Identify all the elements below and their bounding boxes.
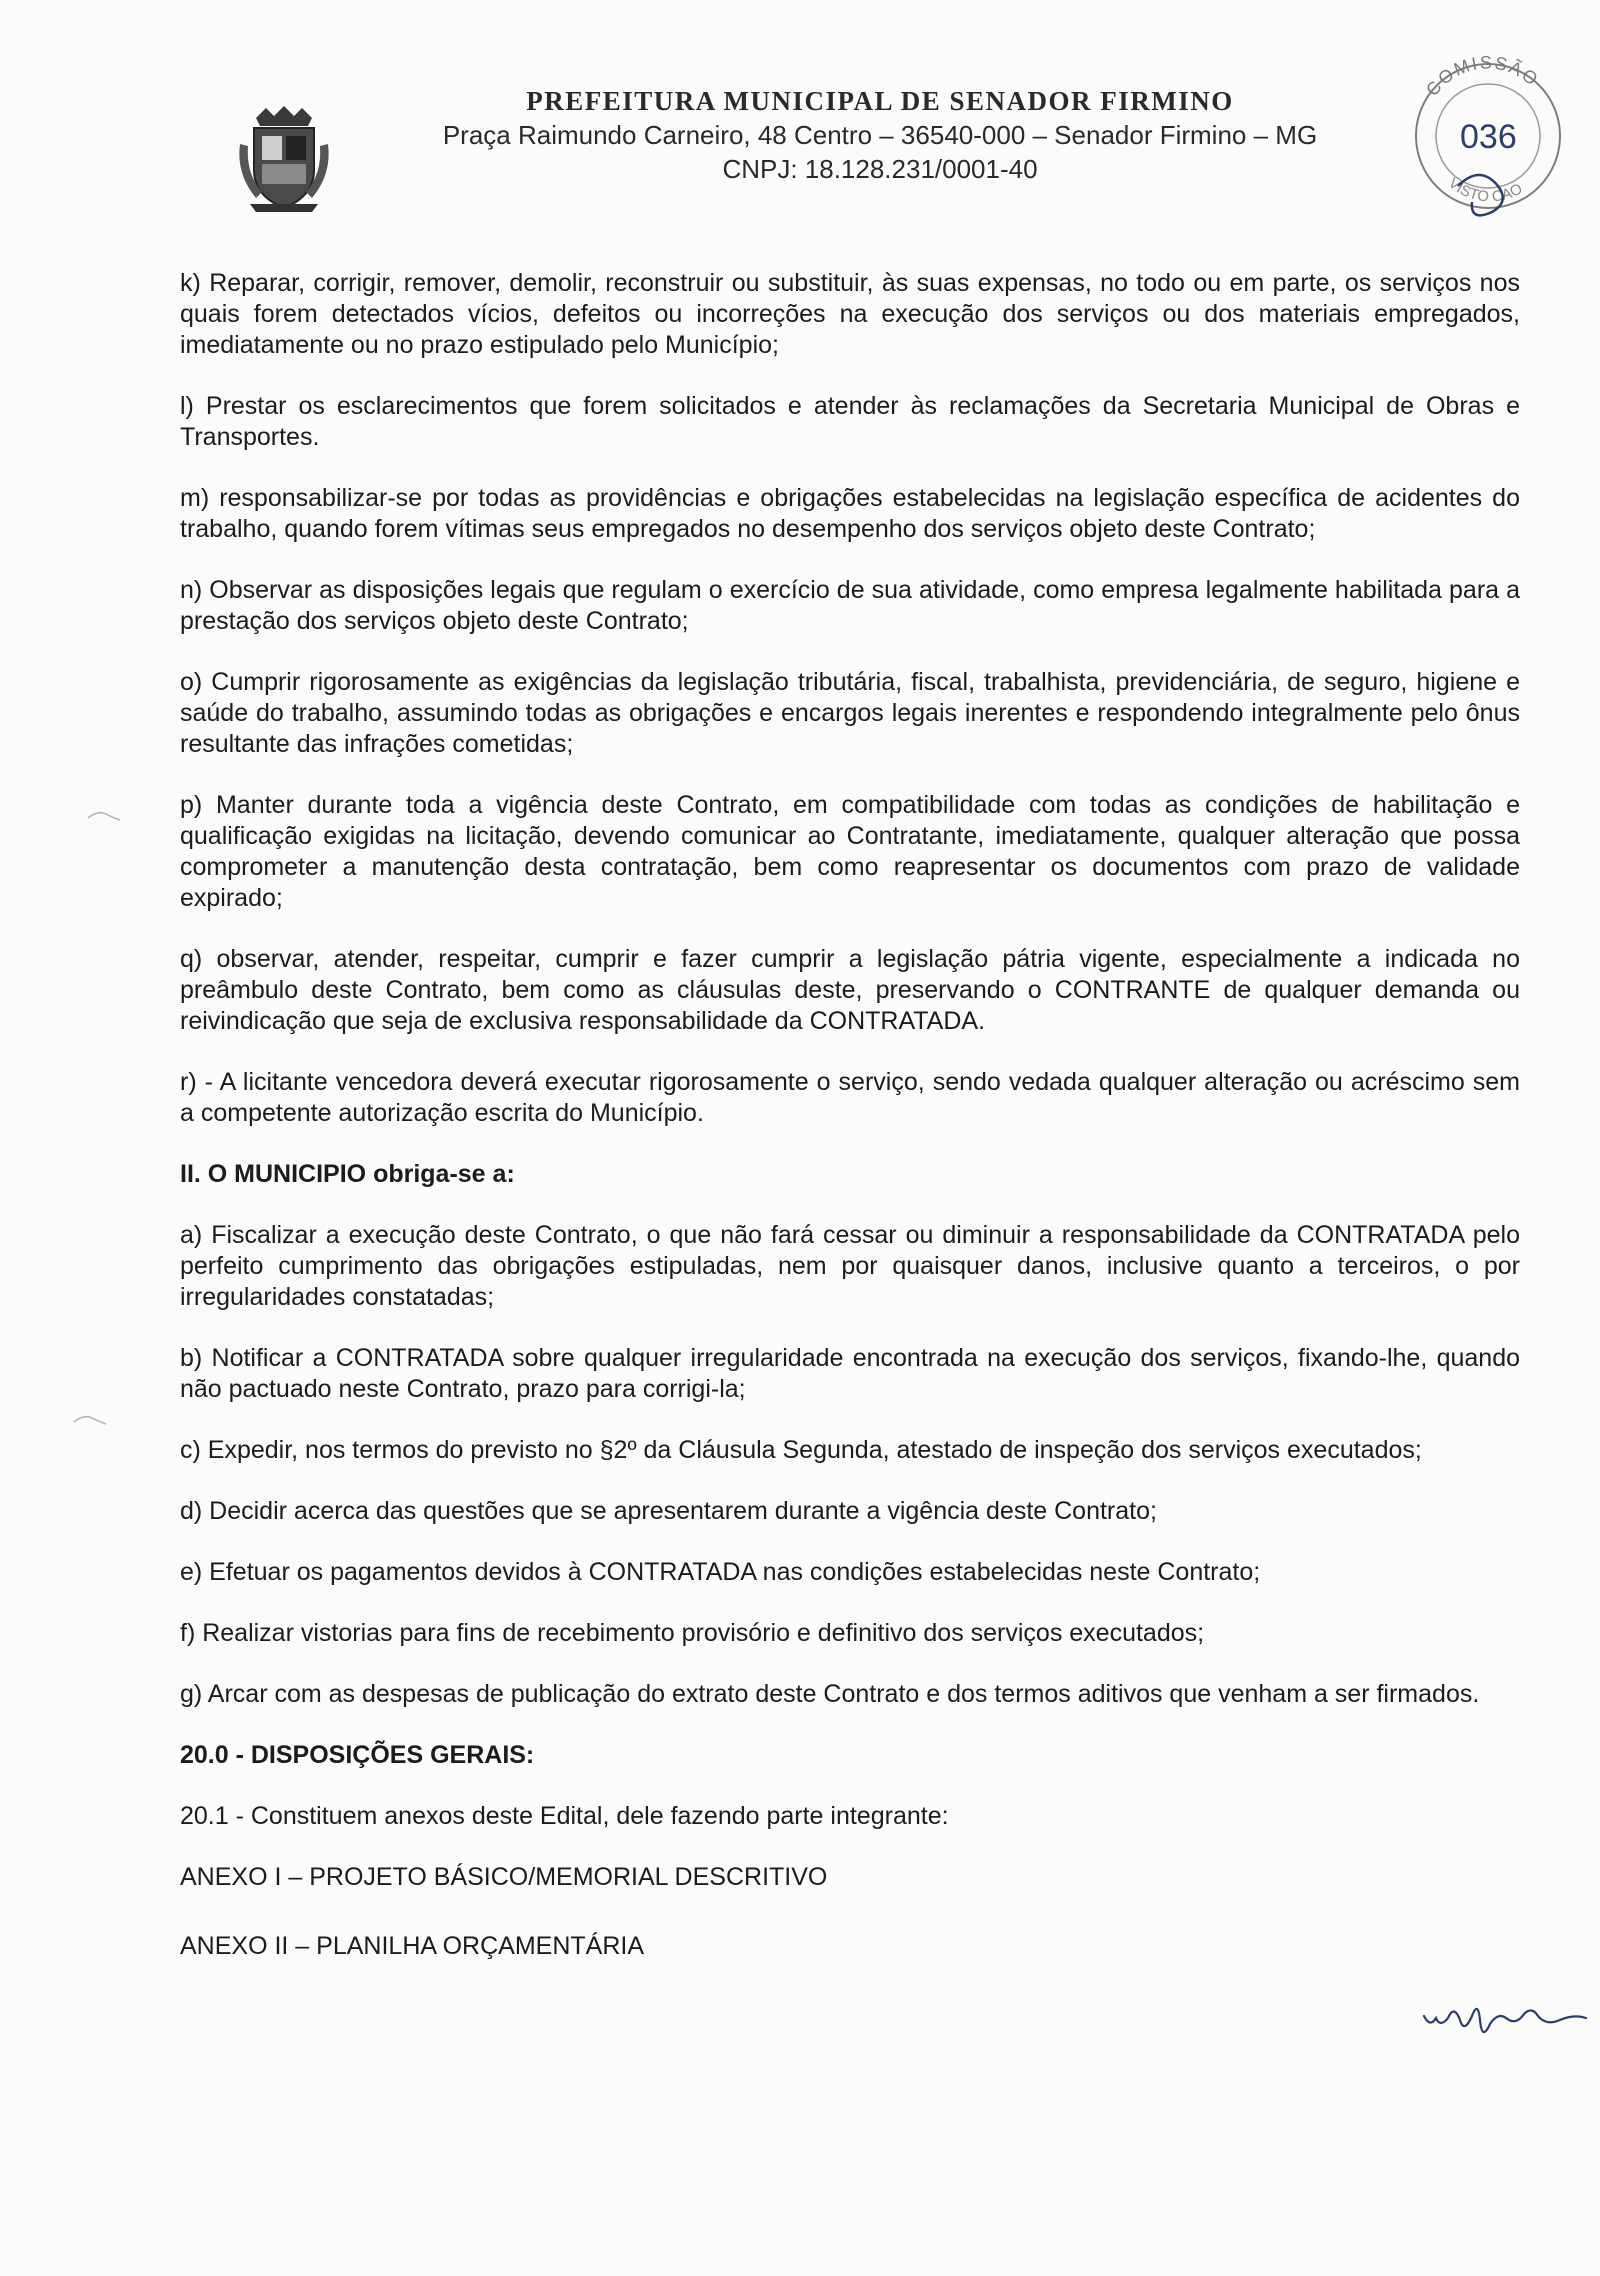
annex-2: ANEXO II – PLANILHA ORÇAMENTÁRIA (180, 1932, 645, 1960)
municipio-item-a: a) Fiscalizar a execução deste Contrato, o que não fará cessar ou diminuir a responsabilidade da CONTRATADA pelo perfeito cumprimento das obrigações estipuladas, nem por quaisquer danos, inclusive quanto a terceiros, o por irregularidades constatadas; (180, 1221, 1520, 1311)
commission-stamp (1400, 36, 1570, 236)
margin-mark-icon (86, 808, 122, 822)
clause-q: q) observar, atender, respeitar, cumprir e fazer cumprir a legislação pátria vigente, especialmente a indicada no preâmbulo deste Contrato, bem como as cláusulas deste, preservando o CONTRANTE de qualquer demanda ou reivindicação que seja de exclusiva responsabilidade da CONTRATADA. (180, 945, 1520, 1035)
stamp-bottom-text: VISTO CAO (1445, 174, 1526, 206)
municipal-crest-icon (236, 104, 332, 214)
section-20-1: 20.1 - Constituem anexos deste Edital, dele fazendo parte integrante: (180, 1802, 949, 1830)
clause-o: o) Cumprir rigorosamente as exigências da legislação tributária, fiscal, trabalhista, previdenciária, de seguro, higiene e saúde do trabalho, assumindo todas as obrigações e encargos legais inerentes e respondendo integralmente pelo ônus resultante das infrações cometidas; (180, 668, 1520, 758)
clause-r: r) - A licitante vencedora deverá executar rigorosamente o serviço, sendo vedada qualquer alteração ou acréscimo sem a competente autorização escrita do Município. (180, 1068, 1520, 1127)
section-heading-municipio: II. O MUNICIPIO obriga-se a: (180, 1160, 515, 1188)
clause-p: p) Manter durante toda a vigência deste Contrato, em compatibilidade com todas as condições de habilitação e qualificação exigidas na licitação, devendo comunicar ao Contratante, imediatamente, qualquer alteração que possa comprometer a manutenção desta contratação, bem como reapresentar os documentos com prazo de validade expirado; (180, 791, 1520, 912)
section-heading-disposicoes: 20.0 - DISPOSIÇÕES GERAIS: (180, 1741, 535, 1769)
letterhead-address: Praça Raimundo Carneiro, 48 Centro – 36540-000 – Senador Firmino – MG (442, 120, 1318, 150)
municipio-item-g: g) Arcar com as despesas de publicação do extrato deste Contrato e dos termos aditivos que venham a ser firmados. (180, 1680, 1480, 1708)
municipio-item-b: b) Notificar a CONTRATADA sobre qualquer irregularidade encontrada na execução dos serviços, fixando-lhe, quando não pactuado neste Contrato, prazo para corrigi-la; (180, 1344, 1520, 1403)
document-body (180, 268, 1520, 2000)
municipio-item-e: e) Efetuar os pagamentos devidos à CONTRATADA nas condições estabelecidas neste Contrato; (180, 1558, 1261, 1586)
letterhead-title: PREFEITURA MUNICIPAL DE SENADOR FIRMINO (526, 86, 1234, 116)
municipio-item-f: f) Realizar vistorias para fins de recebimento provisório e definitivo dos serviços executados; (180, 1619, 1205, 1647)
municipio-item-d: d) Decidir acerca das questões que se apresentarem durante a vigência deste Contrato; (180, 1497, 1157, 1525)
margin-mark-icon (72, 1412, 108, 1426)
stamp-top-text: COMISSÃO (1421, 52, 1544, 100)
svg-text:COMISSÃO (1422, 52, 1543, 99)
clause-m: m) responsabilizar-se por todas as providências e obrigações estabelecidas na legislação específica de acidentes do trabalho, quando forem vítimas seus empregados no desempenho dos serviços objeto deste Contrato; (180, 484, 1520, 543)
clause-l: l) Prestar os esclarecimentos que forem solicitados e atender às reclamações da Secretaria Municipal de Obras e Transportes. (180, 392, 1520, 451)
annex-1: ANEXO I – PROJETO BÁSICO/MEMORIAL DESCRITIVO (180, 1863, 828, 1891)
letterhead (360, 84, 1400, 186)
clause-n: n) Observar as disposições legais que regulam o exercício de sua atividade, como empresa legalmente habilitada para a prestação dos serviços objeto deste Contrato; (180, 576, 1520, 635)
handwritten-initials-icon (1420, 1994, 1590, 2044)
letterhead-cnpj: CNPJ: 18.128.231/0001-40 (722, 154, 1038, 184)
clause-k: k) Reparar, corrigir, remover, demolir, reconstruir ou substituir, às suas expensas, no todo ou em parte, os serviços nos quais forem detectados vícios, defeitos ou incorreções na execução dos serviços ou dos materiais empregados, imediatamente ou no prazo estipulado pelo Município; (180, 269, 1520, 359)
stamp-number: 036 (1460, 118, 1517, 156)
municipio-item-c: c) Expedir, nos termos do previsto no §2º da Cláusula Segunda, atestado de inspeção dos serviços executados; (180, 1436, 1422, 1464)
